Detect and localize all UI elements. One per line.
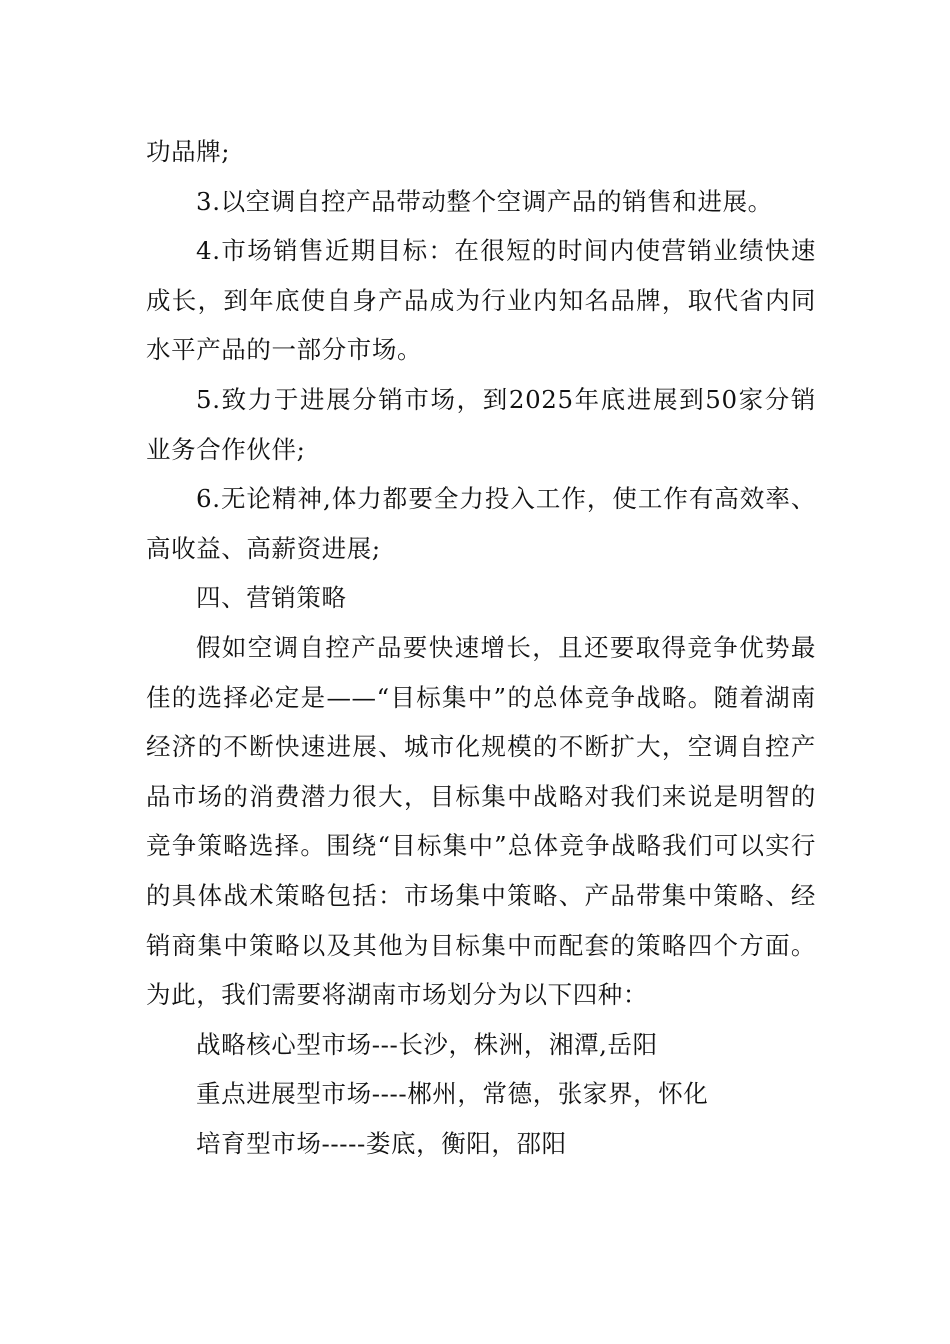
market-tier-core: 战略核心型市场---长沙，株洲，湘潭,岳阳	[196, 1029, 658, 1059]
paragraph-item-5: 5.致力于进展分销市场，到2025年底进展到50家分销业务合作伙伴;	[146, 384, 816, 464]
paragraph-continuation: 功品牌;	[146, 137, 231, 166]
document-body	[146, 127, 816, 1168]
market-tier-key-development: 重点进展型市场----郴州，常德，张家界，怀化	[196, 1079, 709, 1109]
paragraph-strategy-body: 假如空调自控产品要快速增长，且还要取得竞争优势最佳的选择必定是——“目标集中”的总体竞争战略。随着湖南经济的不断快速进展、城市化规模的不断扩大，空调自控产品市场的消费潜力很大，目标集中战略对我们来说是明智的竞争策略选择。围绕“目标集中”总体竞争战略我们可以实行的具体战术策略包括：市场集中策略、产品带集中策略、经销商集中策略以及其他为目标集中而配套的策略四个方面。为此，我们需要将湖南市场划分为以下四种：	[146, 632, 816, 1010]
paragraph-item-6: 6.无论精神,体力都要全力投入工作，使工作有高效率、高收益、高薪资进展;	[146, 484, 816, 563]
section-heading-marketing-strategy: 四、营销策略	[196, 583, 347, 613]
paragraph-item-3: 3.以空调自控产品带动整个空调产品的销售和进展。	[196, 186, 773, 216]
market-tier-cultivation: 培育型市场-----娄底，衡阳，邵阳	[196, 1128, 567, 1158]
paragraph-item-4: 4.市场销售近期目标：在很短的时间内使营销业绩快速成长，到年底使自身产品成为行业内知名品牌，取代省内同水平产品的一部分市场。	[146, 236, 816, 365]
